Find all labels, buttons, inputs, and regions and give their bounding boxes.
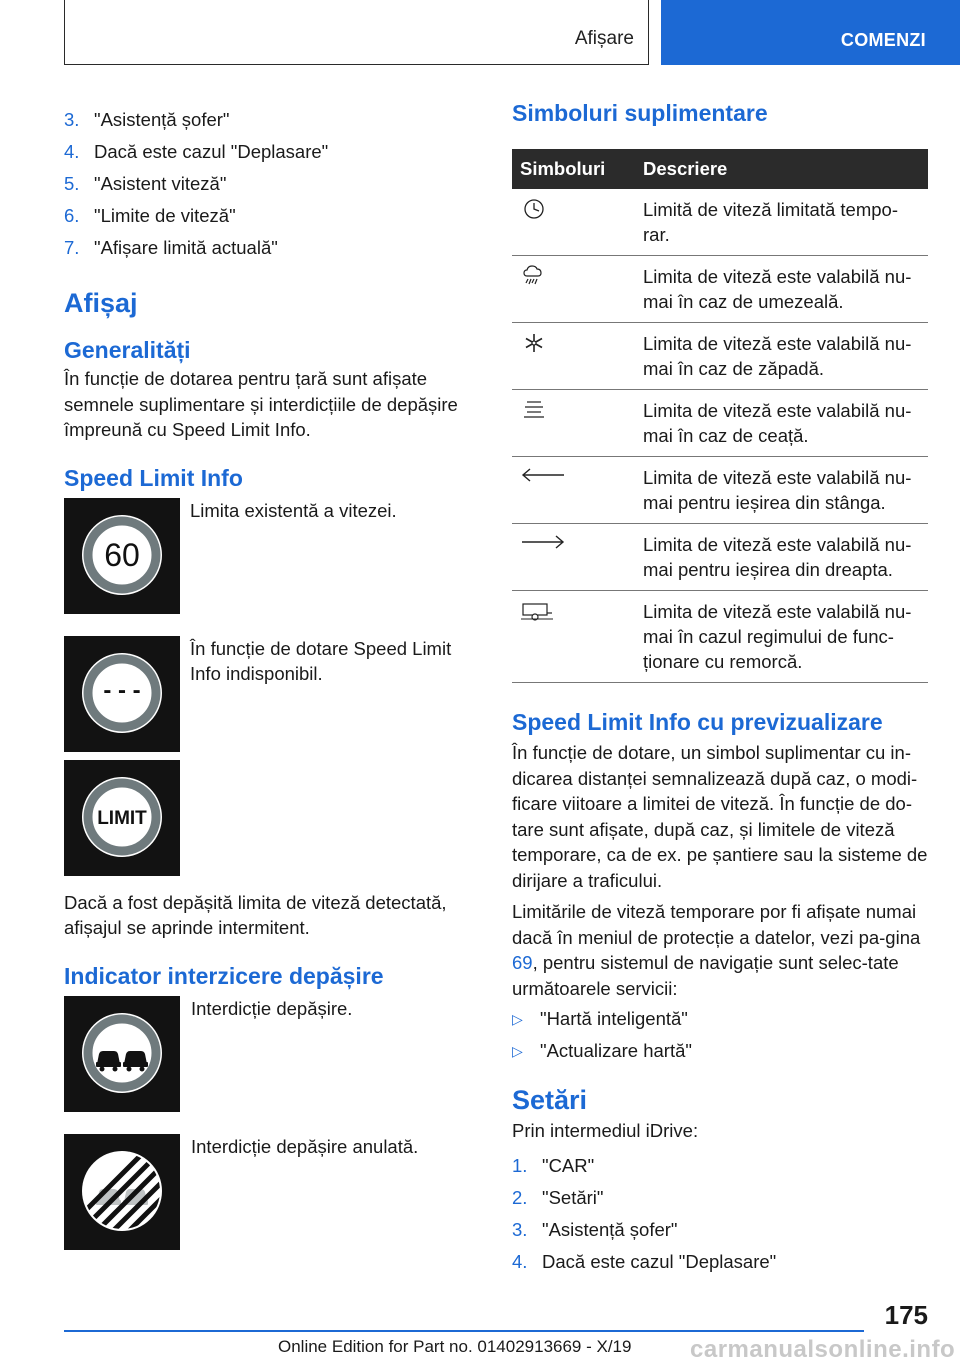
bullet-text: "Actualizare hartă" — [540, 1040, 692, 1061]
step-number: 1. — [512, 1154, 528, 1176]
limit-sign — [64, 760, 180, 876]
description-cell: Limita de viteză este valabilă nu-mai în caz de umezeală. — [635, 256, 928, 323]
description-cell: Limita de viteză este valabilă nu-mai în cazul regimului de func-ționare cu remorcă. — [635, 591, 928, 683]
table-row — [512, 457, 928, 524]
limit-word: LIMIT — [97, 807, 147, 829]
step-text: Dacă este cazul "Deplasare" — [94, 141, 329, 162]
step-number: 7. — [64, 237, 80, 258]
table-row — [512, 323, 928, 390]
services-list — [512, 1003, 928, 1067]
step-text: "Setări" — [542, 1186, 604, 1208]
step-item — [64, 136, 474, 168]
step-text: "Asistență șofer" — [542, 1218, 678, 1240]
step-item — [512, 1150, 928, 1182]
footer-line — [64, 1330, 864, 1332]
heading-preview: Speed Limit Info cu previzualizare — [512, 709, 883, 735]
bullet-triangle-icon: ▷ — [512, 1011, 523, 1027]
temp-text-before: Limitările de viteză temporare por fi afișate numai dacă în meniul de protecție a datelor, vezi pa-gina — [512, 901, 921, 948]
step-number: 5. — [64, 173, 80, 194]
step-text: "Asistent viteză" — [94, 173, 227, 194]
symbol-cell — [512, 323, 635, 390]
header-tab[interactable] — [661, 0, 960, 65]
table-header-symbols: Simboluri — [512, 149, 635, 189]
step-text: "Afișare limită actuală" — [94, 237, 278, 258]
step-number: 6. — [64, 205, 80, 226]
heading-afisaj: Afișaj — [64, 288, 138, 318]
unavailable-dashes: - - - — [103, 676, 141, 704]
speed-limit-60-sign — [64, 498, 180, 614]
step-number: 4. — [512, 1250, 528, 1272]
temp-text-after: , pentru sistemul de navigație sunt selec-tate următoarele servicii: — [512, 952, 899, 999]
description-cell: Limita de viteză este valabilă nu-mai în caz de ceață. — [635, 390, 928, 457]
step-item — [64, 168, 474, 200]
step-text: "Asistență șofer" — [94, 109, 230, 130]
bullet-triangle-icon: ▷ — [512, 1043, 523, 1059]
arrow-right-icon — [520, 535, 566, 556]
heading-overtake: Indicator interzicere depășire — [64, 962, 384, 989]
paragraph-generalitati: În funcție de dotarea pentru țară sunt afișate semnele suplimentare și interdicțiile de depășire împreună cu Speed Limit Info. — [64, 368, 458, 440]
no-overtaking-sign — [64, 996, 180, 1112]
list-item — [512, 1035, 928, 1067]
heading-speed-limit-info: Speed Limit Info — [64, 464, 243, 491]
overtake-description: Interdicție depășire. — [191, 997, 353, 1019]
symbols-table — [512, 149, 928, 683]
table-row — [512, 524, 928, 591]
step-number: 3. — [64, 109, 80, 130]
heading-generalitati: Generalități — [64, 337, 191, 363]
list-item — [512, 1003, 928, 1035]
step-text: Dacă este cazul "Deplasare" — [542, 1250, 777, 1272]
step-number: 4. — [64, 141, 80, 162]
footer-edition: Online Edition for Part no. 01402913669 - X/19 — [278, 1337, 632, 1356]
trailer-icon — [520, 606, 554, 627]
paragraph-preview: În funcție de dotare, un simbol suplimentar cu in-dicarea distanței semnalizează după caz, o modi-ficare viitoare a limitei de viteză. În funcție de do-tare sunt afișate, după caz, și limitele de viteză temporare, ca de ex. pe șantiere sau la sisteme de dirijare a traficului. — [512, 742, 928, 891]
step-number: 2. — [512, 1186, 528, 1208]
step-item — [512, 1214, 928, 1246]
heading-setari: Setări — [512, 1085, 588, 1115]
clock-icon — [520, 204, 548, 225]
right-column — [512, 100, 928, 1278]
page-number: 175 — [884, 1300, 928, 1330]
no-overtaking-end-sign — [64, 1134, 180, 1250]
step-text: "Limite de viteză" — [94, 205, 236, 226]
step-item — [64, 200, 474, 232]
description-cell: Limită de viteză limitată tempo-rar. — [635, 189, 928, 256]
table-row — [512, 591, 928, 683]
header-tab-label: COMENZI — [840, 30, 926, 50]
symbol-cell — [512, 457, 635, 524]
heading-symbols: Simboluri suplimentare — [512, 100, 768, 126]
speed-limit-60-number: 60 — [104, 536, 140, 573]
sign60-description: Limita existentă a vitezei. — [190, 499, 397, 521]
paragraph-idrive: Prin intermediul iDrive: — [512, 1120, 699, 1141]
step-text: "CAR" — [542, 1154, 595, 1176]
table-row — [512, 390, 928, 457]
watermark: carmanualsonline.info — [690, 1336, 956, 1362]
rain-cloud-icon — [520, 271, 548, 292]
header-section-box — [64, 0, 649, 65]
overtake-end-description: Interdicție depășire anulată. — [191, 1135, 419, 1157]
description-cell: Limita de viteză este valabilă nu-mai pentru ieșirea din stânga. — [635, 457, 928, 524]
paragraph-flash: Dacă a fost depășită limita de viteză detectată, afișajul se aprinde intermitent. — [64, 891, 447, 938]
step-item — [64, 232, 474, 264]
header-section-title: Afișare — [574, 28, 634, 49]
page-link-69[interactable]: 69 — [512, 952, 533, 973]
step-item — [64, 104, 474, 136]
step-item — [512, 1246, 928, 1278]
table-row — [512, 189, 928, 256]
symbol-cell — [512, 256, 635, 323]
symbol-cell — [512, 390, 635, 457]
table-row — [512, 256, 928, 323]
step-item — [512, 1182, 928, 1214]
bullet-text: "Hartă inteligentă" — [540, 1008, 688, 1029]
signdash-description: În funcție de dotare Speed Limit Info indisponibil. — [190, 637, 452, 684]
table-header-description: Descriere — [635, 149, 928, 189]
snowflake-icon — [520, 338, 548, 359]
symbol-cell — [512, 591, 635, 683]
left-column — [64, 104, 474, 1250]
paragraph-temporary — [512, 899, 928, 1001]
speed-limit-unavailable-sign — [64, 636, 180, 752]
description-cell: Limita de viteză este valabilă nu-mai în caz de zăpadă. — [635, 323, 928, 390]
symbol-cell — [512, 189, 635, 256]
description-cell: Limita de viteză este valabilă nu-mai pentru ieșirea din dreapta. — [635, 524, 928, 591]
step-number: 3. — [512, 1218, 528, 1240]
right-step-list — [512, 1150, 928, 1278]
left-step-list — [64, 104, 474, 264]
fog-icon — [520, 405, 548, 426]
symbol-cell — [512, 524, 635, 591]
arrow-left-icon — [520, 468, 566, 489]
